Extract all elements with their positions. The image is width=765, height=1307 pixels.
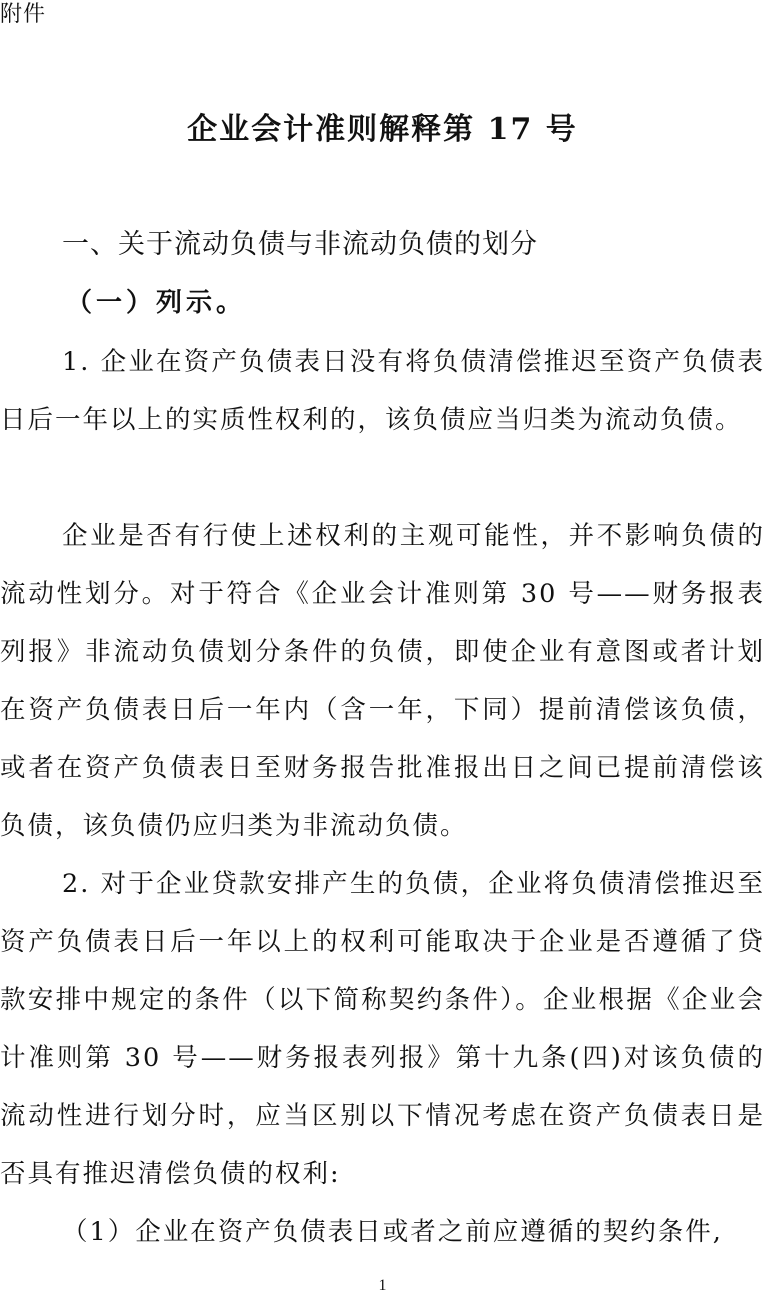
document-title: 企业会计准则解释第 17 号 — [187, 112, 578, 147]
paragraph-1: 1. 企业在资产负债表日没有将负债清偿推迟至资产负债表日后一年以上的实质性权利的，该负债应当归类为流动负债。 — [0, 347, 765, 435]
section-heading: 一、关于流动负债与非流动负债的划分 — [62, 229, 538, 260]
paragraph-2: 企业是否有行使上述权利的主观可能性，并不影响负债的流动性划分。对于符合《企业会计准则第 30 号——财务报表列报》非流动负债划分条件的负债，即使企业有意图或者计划在资产负债表日后一年内（含一年，下同）提前清偿该负债，或者在资产负债表日至财务报告批准报出日之间已提前清偿该负债，该负债仍应归类为非流动负债。 — [0, 521, 765, 841]
attachment-label: 附件 — [0, 2, 47, 27]
page-number: 1 — [378, 1277, 387, 1294]
paragraph-4: （1）企业在资产负债表日或者之前应遵循的契约条件, — [62, 1217, 723, 1247]
paragraph-3: 2. 对于企业贷款安排产生的负债，企业将负债清偿推迟至资产负债表日后一年以上的权利可能取决于企业是否遵循了贷款安排中规定的条件（以下简称契约条件）。企业根据《企业会计准则第 30 号——财务报表列报》第十九条(四)对该负债的流动性进行划分时，应当区别以下情况考虑在资产负债表日是否具有推迟清偿负债的权利: — [0, 869, 765, 1189]
subsection-heading: （一）列示。 — [66, 288, 247, 318]
